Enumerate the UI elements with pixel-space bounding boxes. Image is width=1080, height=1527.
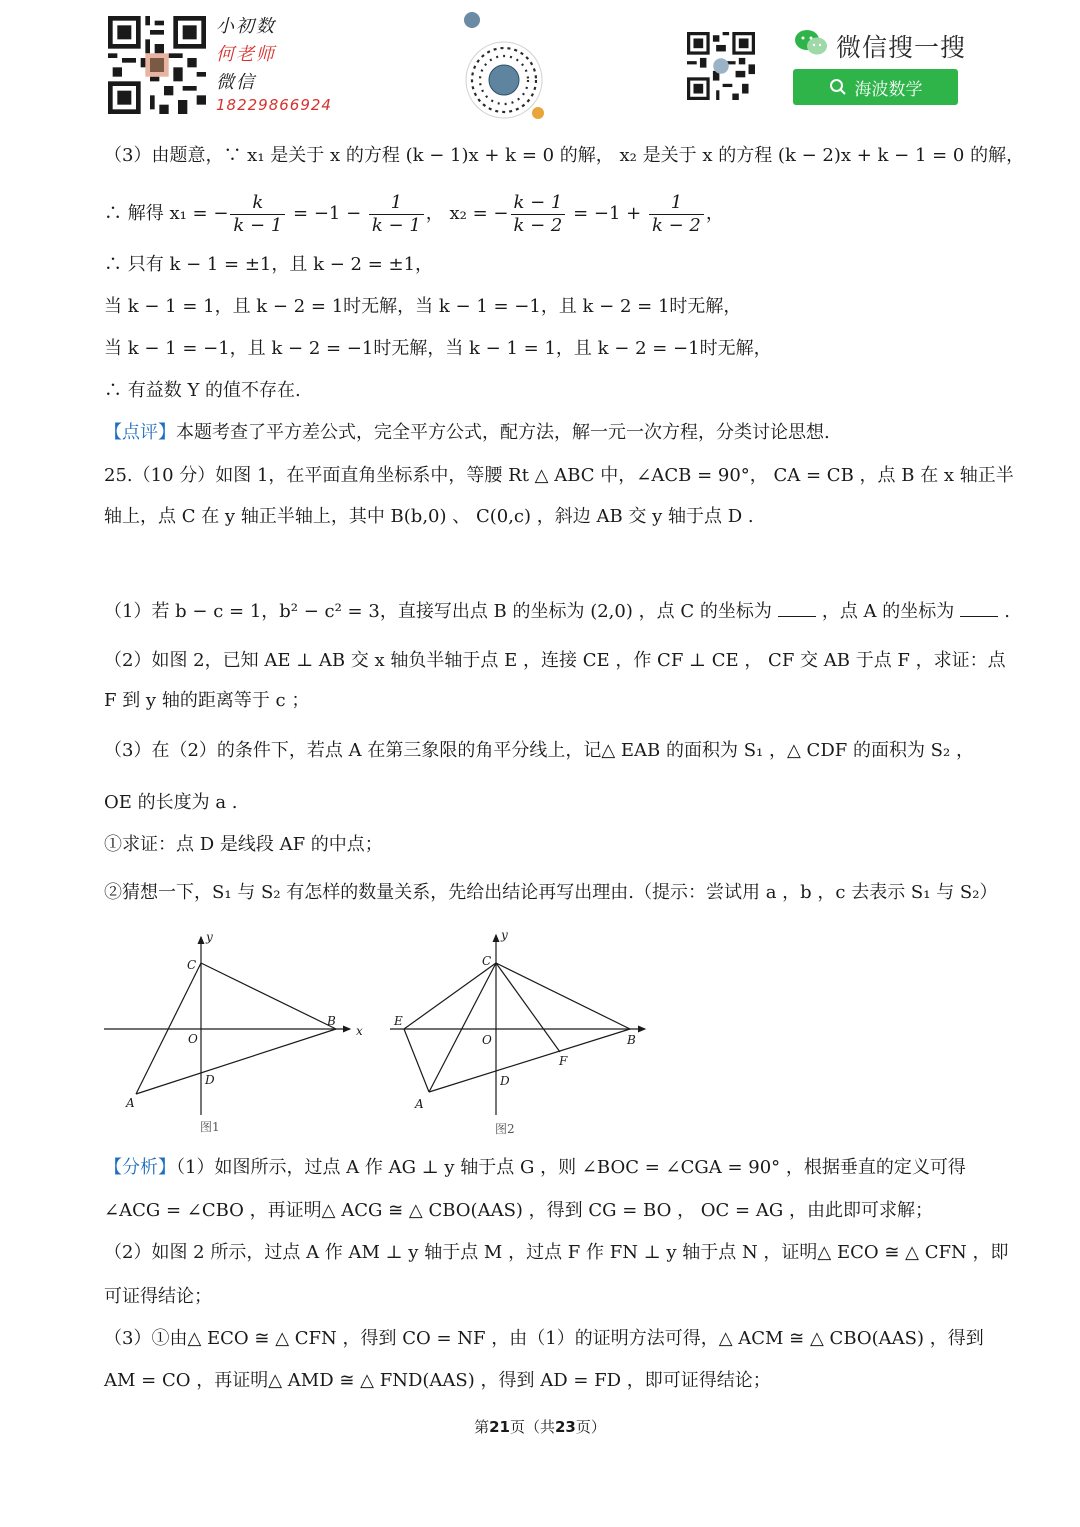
fig1-label-x: x <box>356 1024 363 1038</box>
qr-code-icon <box>108 16 206 114</box>
fig2-label-o: O <box>482 1033 492 1047</box>
fig1-label-c: C <box>187 958 197 972</box>
mini-program-code-icon <box>460 10 546 122</box>
analysis-line-3: （2）如图 2 所示，过点 A 作 AM ⊥ y 轴于点 M ，过点 F 作 FN ⊥ y 轴于点 N ，证明△ ECO ≅ △ CFN ，即 <box>104 1242 1009 1263</box>
wechat-search-title: 微信搜一搜 <box>836 33 967 62</box>
analysis-line-5: （3）①由△ ECO ≅ △ CFN ，得到 CO = NF ，由（1）的证明方法可得，△ ACM ≅ △ CBO(AAS) ，得到 <box>104 1328 984 1349</box>
comment-line <box>104 420 830 446</box>
sub-question-1-c: . <box>1004 601 1011 622</box>
fig2-label-b: B <box>627 1033 636 1047</box>
fig1-caption: 图1 <box>200 1120 220 1134</box>
fraction <box>369 192 424 237</box>
p3-intro: （3）由题意，∵ x₁ 是关于 x 的方程 (k − 1)x + k = 0 的解， x₂ 是关于 x 的方程 (k − 2)x + k − 1 = 0 的解， <box>104 145 1025 166</box>
answer-blank <box>960 598 998 617</box>
analysis-line-6: AM = CO ，再证明△ AMD ≅ △ FND(AAS) ，得到 AD = FD ，即可证得结论； <box>104 1370 771 1391</box>
sub-question-3-line-1: （3）在（2）的条件下，若点 A 在第三象限的角平分线上，记△ EAB 的面积为 S₁ ，△ CDF 的面积为 S₂ ， <box>104 740 974 761</box>
sub-question-1-b: ，点 A 的坐标为 <box>821 601 955 622</box>
sub-question-1 <box>104 598 1010 625</box>
solve-mid: ， x₂ = − <box>425 203 509 224</box>
sub-question-2-line-1: （2）如图 2，已知 AE ⊥ AB 交 x 轴负半轴于点 E ，连接 CE ，作 CF ⊥ CE ， CF 交 AB 于点 F ，求证：点 <box>104 650 1006 671</box>
fig1-label-b: B <box>327 1014 336 1028</box>
fig2-label-c: C <box>482 954 492 968</box>
geometry-figures <box>100 925 660 1145</box>
handwritten-line-3: 微信 <box>216 72 256 93</box>
handwritten-phone: 18229866924 <box>216 96 332 114</box>
solve-end: ， <box>705 203 724 224</box>
fig1-label-d: D <box>205 1073 215 1087</box>
analysis-tag: 【分析】 <box>104 1157 176 1178</box>
question-25-line-2: 轴上，点 C 在 y 轴正半轴上，其中 B(b,0) 、 C(0,c) ，斜边 AB 交 y 轴于点 D . <box>104 506 754 527</box>
sub-question-3-item-1: ①求证：点 D 是线段 AF 的中点； <box>104 834 383 855</box>
figure-2 <box>390 935 645 1115</box>
figure-1 <box>104 937 350 1115</box>
solve-line <box>104 190 724 238</box>
fig1-label-y: y <box>206 930 213 944</box>
qr-code-icon <box>687 32 755 100</box>
analysis-line-2: ∠ACG = ∠CBO ，再证明△ ACG ≅ △ CBO(AAS) ，得到 CG = BO ， OC = AG ，由此即可求解； <box>104 1200 933 1221</box>
footer-pre: 第 <box>474 1418 490 1436</box>
fig2-label-d: D <box>500 1074 510 1088</box>
case-line-1: 当 k − 1 = 1，且 k − 2 = 1时无解，当 k − 1 = −1，且 k − 2 = 1时无解， <box>104 296 742 317</box>
sub-question-3-item-2: ②猜想一下，S₁ 与 S₂ 有怎样的数量关系，先给出结论再写出理由.（提示：尝试用 a ，b ，c 去表示 S₁ 与 S₂） <box>104 882 998 903</box>
fraction <box>649 192 704 237</box>
comment-tag: 【点评】 <box>104 422 176 443</box>
comment-text: 本题考查了平方差公式，完全平方公式，配方法，解一元一次方程，分类讨论思想. <box>176 422 830 443</box>
fig2-label-f: F <box>559 1054 568 1068</box>
page-number: 21 <box>489 1418 510 1436</box>
analysis-line-4: 可证得结论； <box>104 1286 212 1307</box>
fraction <box>511 192 566 237</box>
fig2-label-y: y <box>501 928 508 942</box>
footer-post: 页） <box>575 1418 606 1436</box>
solve-mid: = −1 − <box>287 203 367 224</box>
frac-numerator: k <box>230 192 285 215</box>
frac-numerator: 1 <box>649 192 704 215</box>
frac-denominator: k − 1 <box>233 214 283 236</box>
solve-prefix: ∴ 解得 x₁ = − <box>104 203 229 224</box>
frac-denominator: k − 1 <box>371 214 421 236</box>
handwritten-line-2: 何老师 <box>216 44 276 65</box>
search-icon <box>829 78 847 96</box>
frac-denominator: k − 2 <box>513 214 563 236</box>
frac-numerator: k − 1 <box>511 192 566 215</box>
fig2-label-e: E <box>394 1014 403 1028</box>
page-header <box>0 0 1080 130</box>
only-line: ∴ 只有 k − 1 = ±1，且 k − 2 = ±1， <box>104 254 434 275</box>
sub-question-1-a: （1）若 b − c = 1，b² − c² = 3，直接写出点 B 的坐标为 (2,0) ，点 C 的坐标为 <box>104 601 772 622</box>
sub-question-2-line-2: F 到 y 轴的距离等于 c ； <box>104 690 310 711</box>
frac-denominator: k − 2 <box>651 214 701 236</box>
frac-numerator: 1 <box>369 192 424 215</box>
solve-mid: = −1 + <box>567 203 647 224</box>
wechat-icon <box>793 28 829 58</box>
search-button[interactable] <box>793 69 958 105</box>
footer-mid: 页（共 <box>509 1418 555 1436</box>
answer-blank <box>778 598 816 617</box>
fig2-caption: 图2 <box>495 1122 515 1136</box>
fig1-label-o: O <box>188 1032 198 1046</box>
case-line-2: 当 k − 1 = −1，且 k − 2 = −1时无解，当 k − 1 = 1，且 k − 2 = −1时无解， <box>104 338 772 359</box>
fig1-label-a: A <box>126 1096 135 1110</box>
question-25-line-1: 25.（10 分）如图 1，在平面直角坐标系中，等腰 Rt △ ABC 中，∠ACB = 90°， CA = CB ，点 B 在 x 轴正半 <box>104 465 1014 486</box>
fraction <box>230 192 285 237</box>
conclusion-line: ∴ 有益数 Y 的值不存在. <box>104 380 301 401</box>
analysis-line-1 <box>104 1155 966 1181</box>
sub-question-3-line-2: OE 的长度为 a . <box>104 792 238 813</box>
page-footer <box>0 1416 1080 1437</box>
analysis-text: （1）如图所示，过点 A 作 AG ⊥ y 轴于点 G ，则 ∠BOC = ∠CGA = 90° ，根据垂直的定义可得 <box>176 1157 966 1178</box>
total-pages: 23 <box>555 1418 576 1436</box>
handwritten-line-1: 小初数 <box>216 16 276 37</box>
search-button-label: 海波数学 <box>854 79 923 100</box>
fig2-label-a: A <box>415 1097 424 1111</box>
